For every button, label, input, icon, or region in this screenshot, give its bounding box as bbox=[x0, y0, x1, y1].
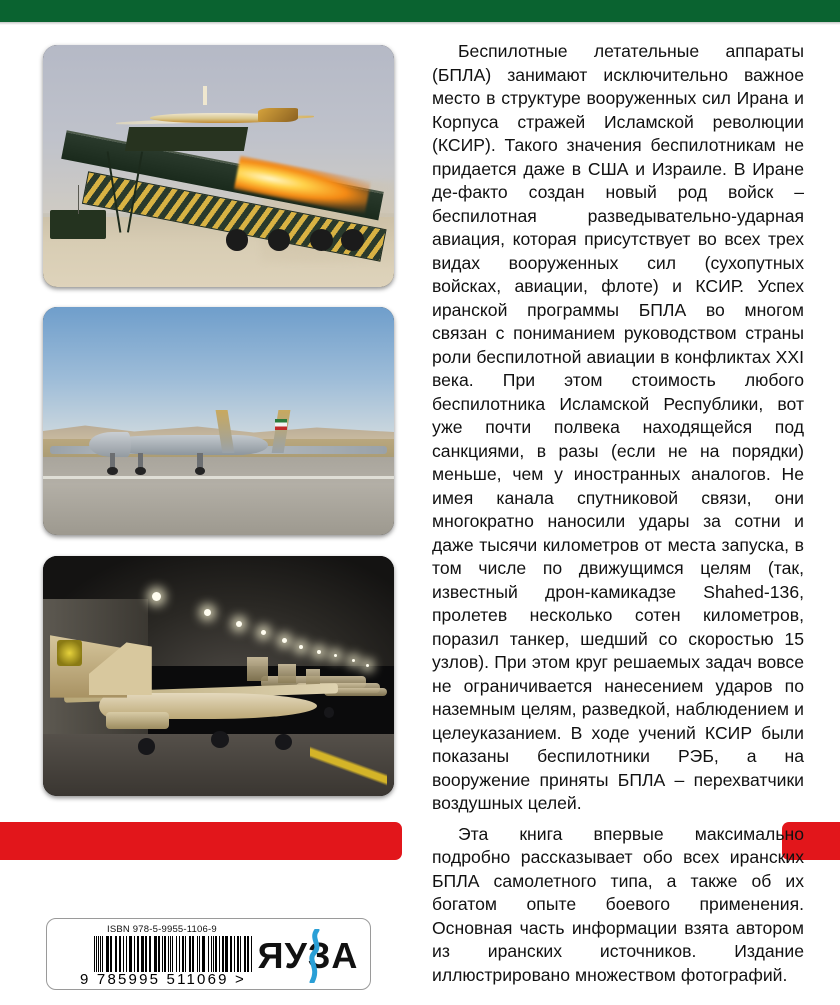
photo-uav-rocket-launch bbox=[43, 45, 394, 287]
top-band-shadow bbox=[0, 22, 840, 25]
unit-emblem-icon bbox=[57, 640, 82, 666]
blurb-paragraph-2: Эта книга впервые максимально подробно рассказывает обо всех иранских БПЛА самолетного типа, а также об их богатом опыте боевого применения. Основная часть информации взята автором из иранских источников. Издание иллюстрировано множеством фотографий. bbox=[432, 823, 804, 985]
uav-airframe-icon bbox=[138, 103, 292, 132]
photo-uav-on-runway bbox=[43, 307, 394, 535]
red-accent-bar-left bbox=[0, 822, 402, 860]
publisher-logo-text: ЯУЗА bbox=[257, 935, 359, 976]
river-wave-icon bbox=[305, 929, 325, 983]
top-green-band bbox=[0, 0, 840, 22]
iran-flag-marking-icon bbox=[275, 419, 287, 430]
photo-uav-underground-hangar bbox=[43, 556, 394, 796]
ean13-barcode bbox=[94, 936, 252, 972]
publisher-logo-yauza bbox=[253, 931, 363, 981]
barcode-digits: 9 785995 511069 > bbox=[80, 971, 246, 988]
back-cover-blurb bbox=[432, 40, 804, 987]
isbn-label: ISBN 978-5-9955-1106-9 bbox=[107, 924, 217, 935]
isbn-barcode-panel bbox=[46, 918, 371, 990]
blurb-paragraph-1: Беспилотные летательные аппараты (БПЛА) занимают исключительно важное место в структуре вооруженных сил Ирана и Корпуса стражей Исламской революции (КСИР). Такого значения беспилотникам не придается даже в США и Израиле. В Иране де-факто создан новый род войск – беспилотная разведывательно-ударная авиация, которая присутствует во всех трех видах вооруженных сил (сухопутных войсках, авиации, флоте) и КСИР. Успех иранской программы БПЛА во многом связан с пониманием руководством страны роли беспилотной авиации в конфликтах XXI века. При этом стоимость любого беспилотника Исламской Республики, вот уже почти полвека находящейся под санкциями, в разы (если не на порядки) меньше, чем у иностранных аналогов. Не имея канала спутниковой связи, они многократно наносили удары за сотни и даже тысячи километров от места запуска, в том числе по движущимся целям (так, известный дрон-камикадзе Shahed-136, пролетев несколько сотен километров, поразил танкер, шедший со скоростью 15 узлов). При этом круг решаемых задач вовсе не ограничивается нанесением ударов по наземным целям, разведкой, наблюдением и целеуказанием. В ходе учений КСИР были показаны беспилотники РЭБ, а на вооружение приняты БПЛА – перехватчики воздушных целей. bbox=[432, 41, 804, 813]
